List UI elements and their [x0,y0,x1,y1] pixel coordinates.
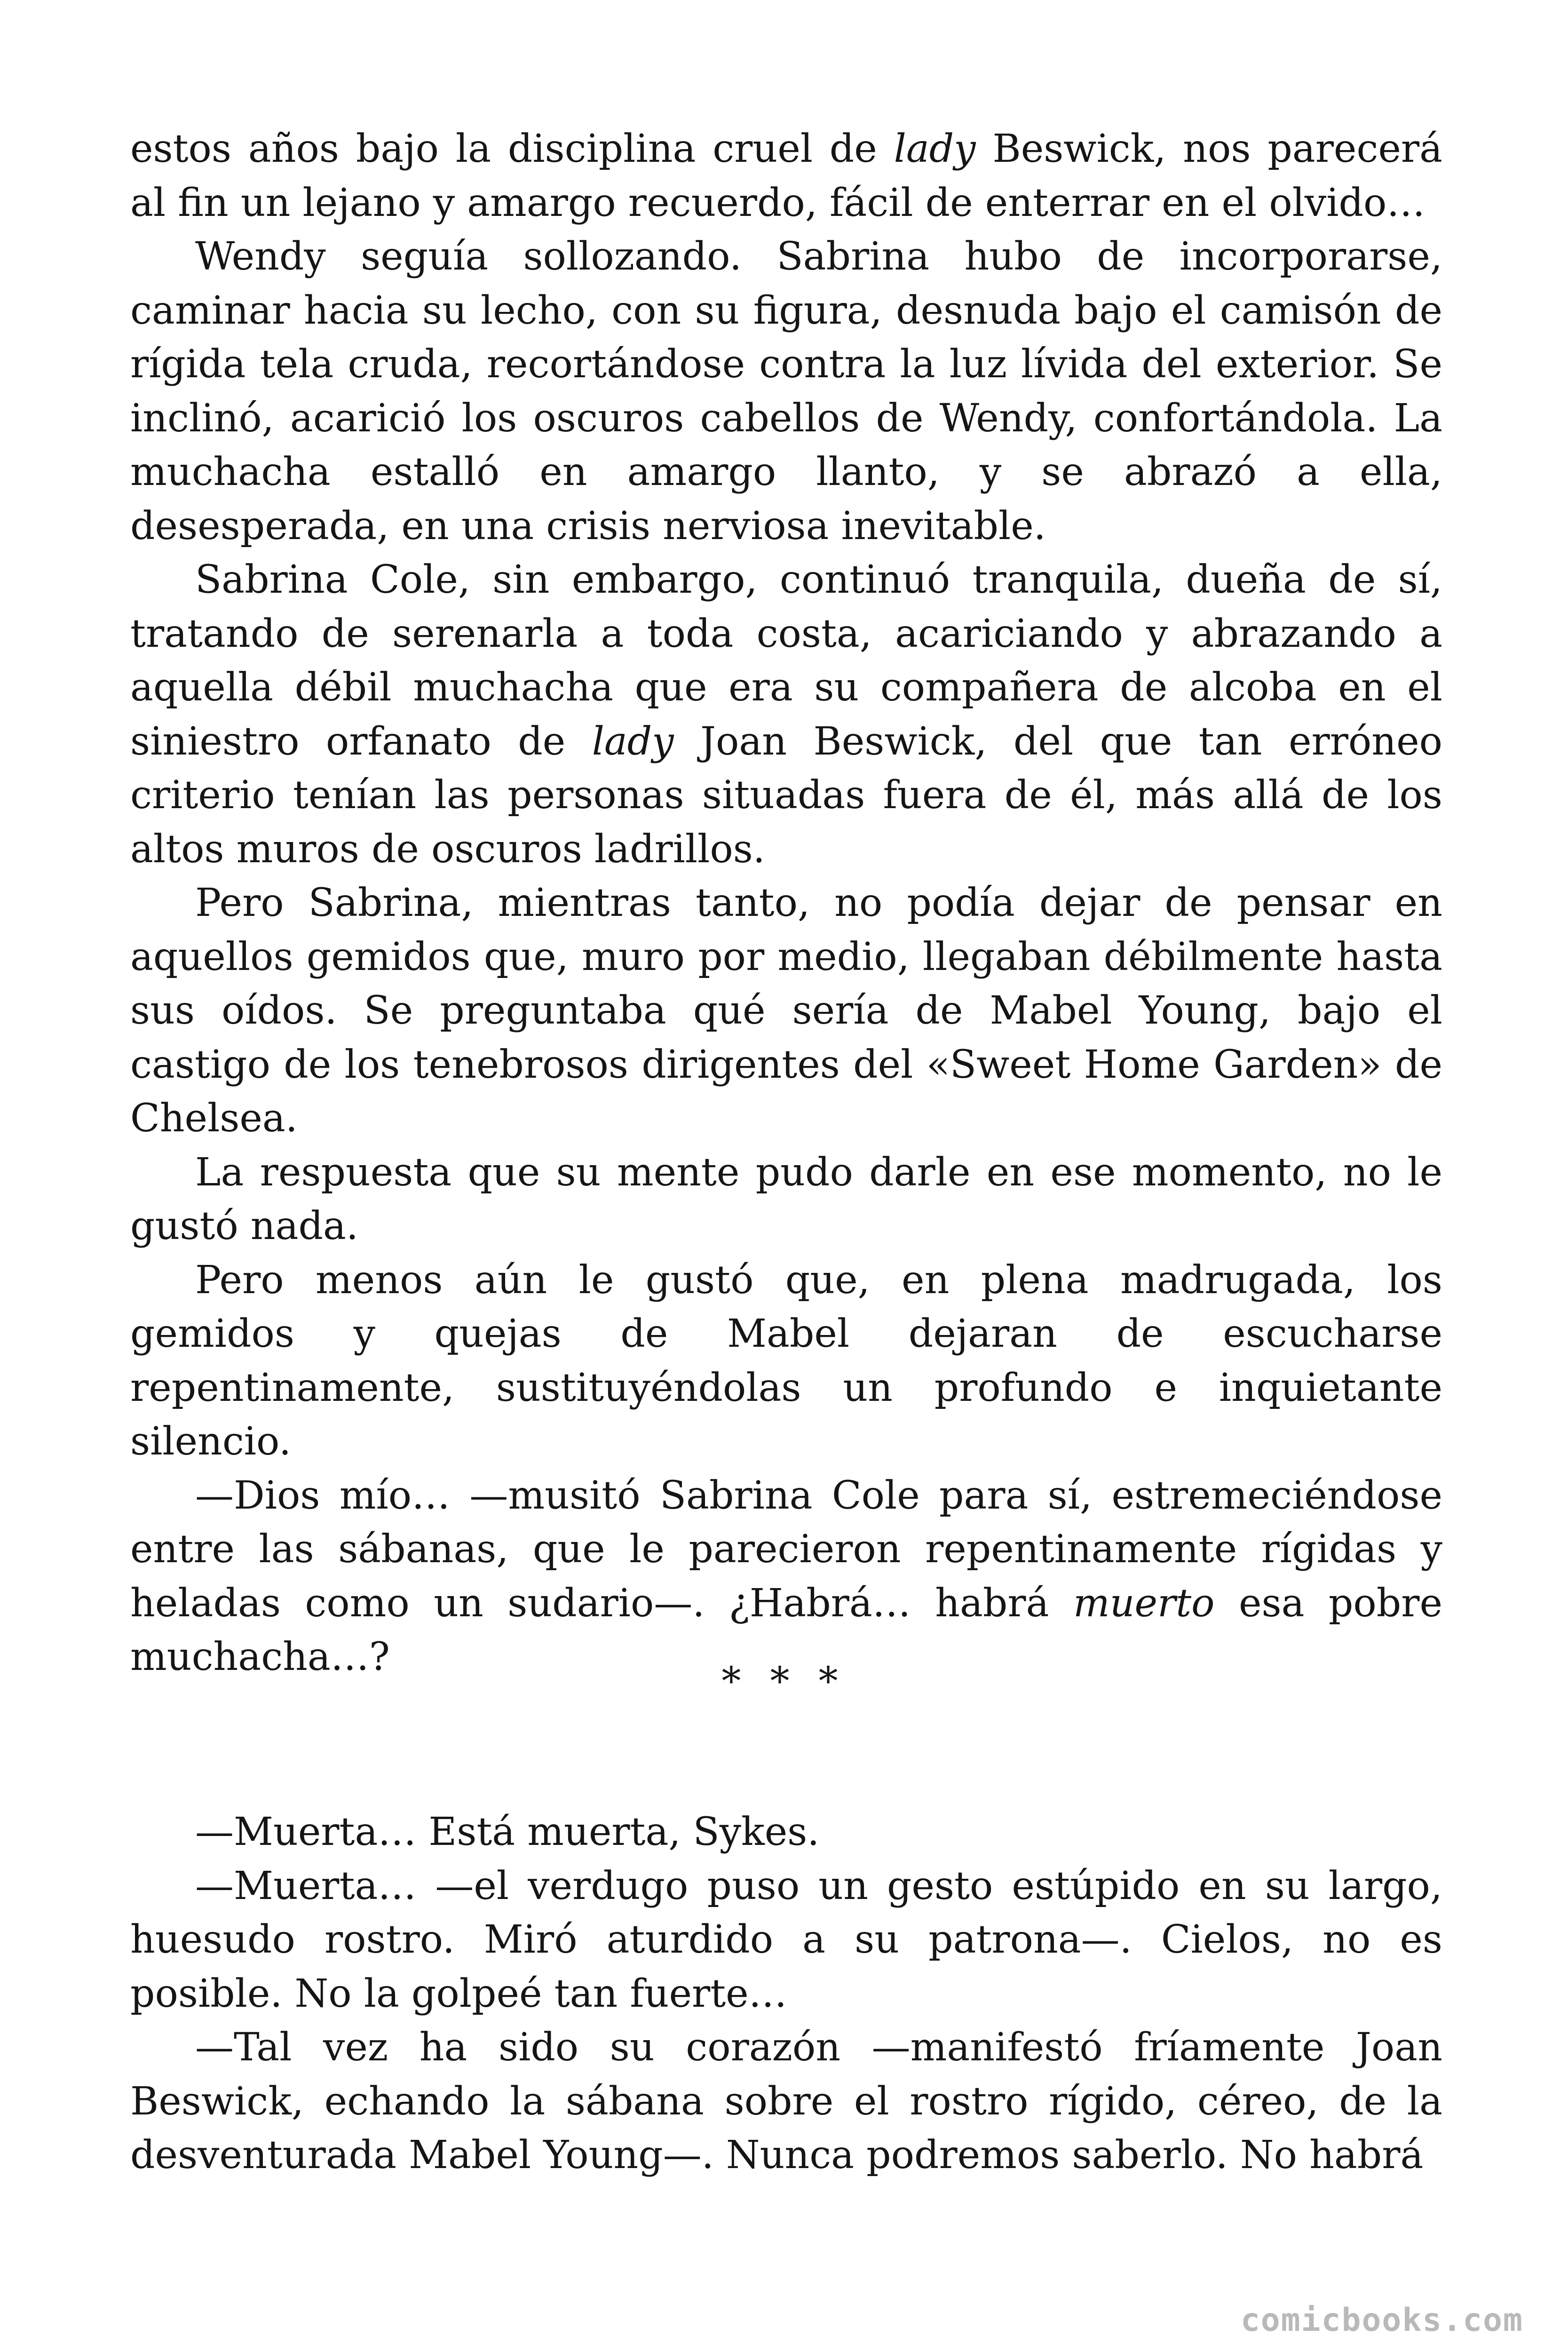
section-separator: * * * [721,1659,847,1704]
paragraph [130,1859,1442,2021]
body-text-bottom [130,1805,1442,2183]
paragraph [130,1805,1442,1859]
paragraph [130,122,1442,230]
body-text-top [130,122,1442,1685]
text-segment: estos años bajo la disciplina cruel de [130,127,894,171]
paragraph [130,553,1442,876]
text-segment: —Muerta… —el verdugo puso un gesto estúpido en su largo, huesudo rostro. Miró aturdido a su patrona—. Cielos, no es posible. No la golpeé tan fuerte… [130,1863,1442,2016]
text-segment: —Tal vez ha sido su corazón —manifestó fríamente Joan Beswick, echando la sábana sobre el rostro rígido, céreo, de la desventurada Mabel Young—. Nunca podremos saberlo. No habrá [130,2025,1442,2177]
text-segment: esa pobre muchacha…? [130,1581,1443,1679]
paragraph [130,1469,1442,1685]
watermark-text: comicbooks.com [1240,2302,1523,2339]
text-segment: La respuesta que su mente pudo darle en ese momento, no le gustó nada. [130,1150,1442,1248]
text-segment: —Dios mío… —musitó Sabrina Cole para sí, estremeciéndose entre las sábanas, que le parecieron repentinamente rígidas y heladas como un sudario—. ¿Habrá… habrá [130,1473,1442,1626]
text-segment: Beswick, nos parecerá al fin un lejano y amargo recuerdo, fácil de enterrar en el olvido… [130,127,1442,225]
text-segment: Pero menos aún le gustó que, en plena madrugada, los gemidos y quejas de Mabel dejaran de escucharse repentinamente, sustituyéndolas un profundo e inquietante silencio. [130,1257,1442,1464]
text-segment: —Muerta… Está muerta, Sykes. [195,1810,820,1854]
paragraph [130,2021,1442,2183]
paragraph [130,1146,1442,1254]
text-segment: Pero Sabrina, mientras tanto, no podía dejar de pensar en aquellos gemidos que, muro por medio, llegaban débilmente hasta sus oídos. Se preguntaba qué sería de Mabel Young, bajo el castigo de los tenebrosos dirigentes del «Sweet Home Garden» de Chelsea. [130,881,1442,1141]
text-segment: Joan Beswick, del que tan erróneo criterio tenían las personas situadas fuera de él, más allá de los altos muros de oscuros ladrillos. [130,719,1442,872]
paragraph [130,876,1442,1146]
italic-text: lady [894,127,976,171]
italic-text: lady [592,719,674,764]
text-segment: Wendy seguía sollozando. Sabrina hubo de incorporarse, caminar hacia su lecho, con su figura, desnuda bajo el camisón de rígida tela cruda, recortándose contra la luz lívida del exterior. Se inclinó, acarició los oscuros cabellos de Wendy, confortándola. La muchacha estalló en amargo llanto, y se abrazó a ella, desesperada, en una crisis nerviosa inevitable. [130,234,1442,548]
italic-text: muerto [1073,1581,1215,1626]
paragraph [130,230,1442,553]
text-segment: Sabrina Cole, sin embargo, continuó tranquila, dueña de sí, tratando de serenarla a toda costa, acariciando y abrazando a aquella débil muchacha que era su compañera de alcoba en el siniestro orfanato de [130,557,1442,764]
paragraph [130,1254,1442,1469]
